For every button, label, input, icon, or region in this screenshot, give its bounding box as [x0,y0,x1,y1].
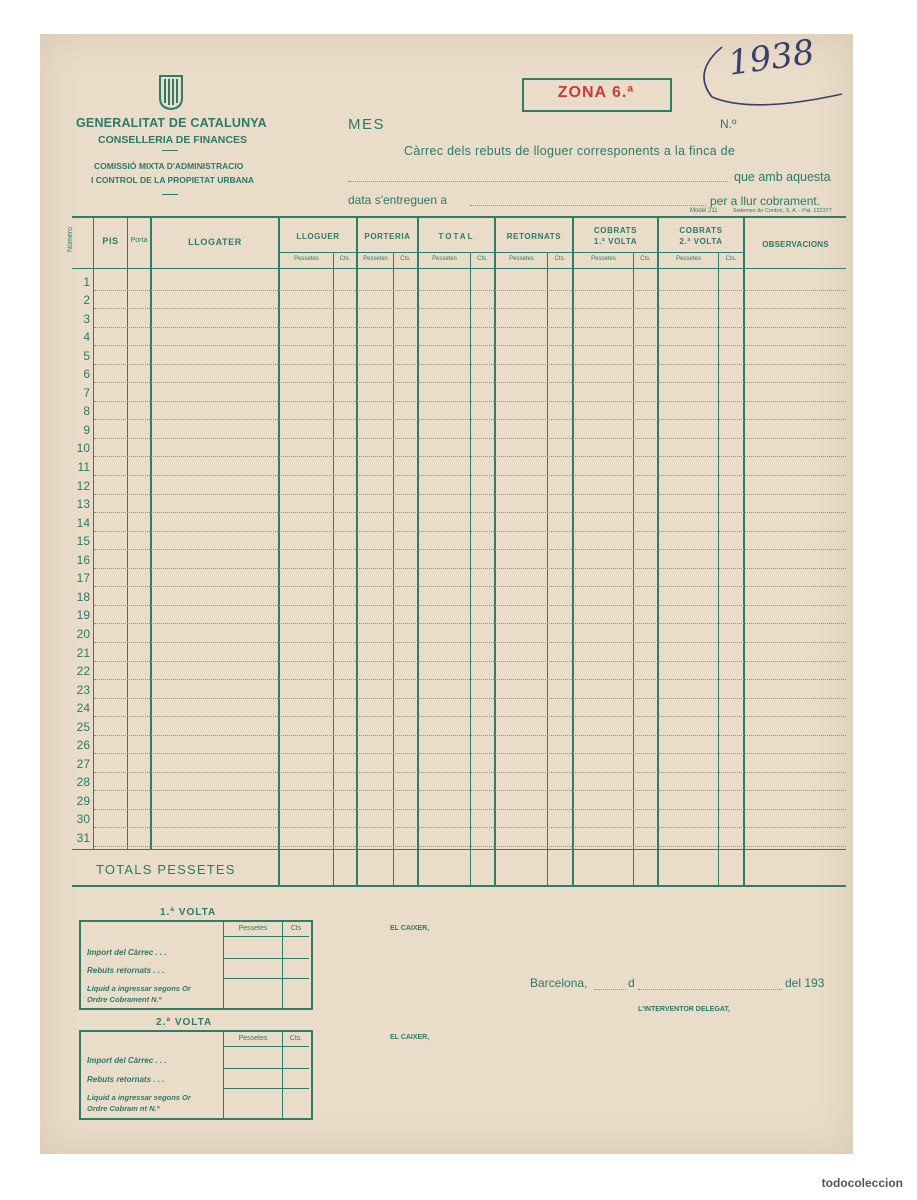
col-line [223,922,224,1008]
row-number: 5 [83,348,90,363]
row-number: 17 [76,571,90,586]
handwritten-curve-icon [692,42,852,112]
sub-pessetes: Pessetes [676,256,701,262]
volta1-item1: Import del Càrrec . . . [87,948,167,957]
row-number: 13 [76,497,90,512]
sub-cts: Cts. [400,256,411,262]
volta2-title: 2.ª VOLTA [156,1017,213,1028]
sub-pessetes: Pessetes [294,256,319,262]
row-number: 30 [76,812,90,827]
row-number: 3 [83,311,90,326]
watermark: todocoleccion [821,1176,903,1190]
row-number: 19 [76,608,90,623]
zona-label: ZONA 6.ª [557,84,635,101]
col-line [150,216,152,850]
row-number: 23 [76,682,90,697]
table-totals-top [72,849,846,850]
no-label: N.º [720,117,737,131]
row-number: 27 [76,756,90,771]
row-number: 7 [83,385,90,400]
sub-cts: Cts. [477,256,488,262]
row-dotted-line [94,846,846,847]
sub-cts: Cts. [725,256,737,262]
d-label: d [628,976,635,990]
row-dotted-line [94,698,846,699]
dotted-line [594,989,626,990]
row-dotted-line [94,735,846,736]
row-dotted-line [94,456,846,457]
table-top-border [72,216,846,218]
org-line3: COMISSIÓ MIXTA D'ADMINISTRACIO [94,161,244,171]
row-dotted-line [94,401,846,402]
col-line [494,216,496,886]
volta1-pessetes: Pessetes [238,925,268,932]
col-lloguer-header: LLOGUER [296,232,340,241]
totals-label: TOTALS PESSETES [96,862,236,877]
row-number: 2 [83,293,90,308]
col-line [282,922,283,1008]
dotted-line [470,205,706,206]
volta1-item2: Rebuts retornats . . . [87,966,165,975]
row-number: 10 [76,441,90,456]
org-line2: CONSELLERIA DE FINANCES [98,134,247,146]
org-line1: GENERALITAT DE CATALUNYA [76,116,267,130]
row-dotted-line [94,382,846,383]
caixer2-label: EL CAIXER, [390,1034,430,1041]
row-number: 14 [76,515,90,530]
col-line [743,216,745,886]
row-dotted-line [94,716,846,717]
dotted-line [638,989,782,990]
col-line [127,216,128,850]
col-porta-header: Porta [130,237,148,244]
col-line [278,216,280,886]
volta2-item3b: Ordre Cobram nt N.º [87,1104,160,1113]
row-dotted-line [94,661,846,662]
mes-label: MES [348,116,386,133]
sub-cts: Cts. [339,256,351,262]
col-observacions-header: OBSERVACIONS [762,240,829,249]
header-line1: Càrrec dels rebuts de lloguer corresponents a la finca de [404,144,736,158]
col-line [657,216,659,886]
row-dotted-line [94,290,846,291]
col-cobrats1-header-a: COBRATS [593,226,638,235]
row-dotted-line [94,512,846,513]
col-cobrats2-header-a: COBRATS [679,226,723,235]
sub-cts: Cts. [640,256,651,262]
volta1-item3b: Ordre Cobrament N.º [87,995,162,1004]
col-retornats-header: RETORNATS [506,232,562,241]
row-line [223,978,309,979]
row-number: 1 [83,274,90,289]
col-cobrats2-header-b: 2.ª VOLTA [679,237,723,246]
row-dotted-line [94,494,846,495]
interventor-label: L'INTERVENTOR DELEGAT, [638,1006,730,1013]
row-line [223,1088,309,1089]
volta1-title: 1.ª VOLTA [160,907,217,918]
subheader-line [278,252,743,253]
row-dotted-line [94,568,846,569]
model-label: Model 211 [690,208,718,214]
row-number: 22 [76,664,90,679]
row-dotted-line [94,753,846,754]
row-number: 24 [76,701,90,716]
row-number: 4 [83,330,90,345]
volta2-pessetes: Pessetes [238,1035,268,1042]
divider [162,194,178,195]
row-number: 26 [76,738,90,753]
row-number: 9 [83,422,90,437]
row-dotted-line [94,679,846,680]
row-dotted-line [94,327,846,328]
volta2-cts: Cts. [289,1035,303,1042]
divider [162,150,178,151]
col-line [572,216,574,886]
table-header-bottom [72,268,846,269]
volta1-cts: Cts [290,925,302,932]
row-dotted-line [94,586,846,587]
col-line [93,216,94,850]
generalitat-emblem-icon [158,74,184,110]
row-dotted-line [94,531,846,532]
dotted-line [348,181,728,182]
col-cobrats1-header-b: 1.ª VOLTA [593,237,638,246]
volta2-item2: Rebuts retornats . . . [87,1075,165,1084]
sub-pessetes: Pessetes [509,256,534,262]
row-dotted-line [94,549,846,550]
del-label: del 193 [785,976,825,990]
col-line [223,1032,224,1118]
col-llogater-header: LLOGATER [188,237,242,247]
table-bottom-border [72,885,846,887]
volta2-item3a: Liquid a ingressar segons Or [87,1093,191,1102]
row-number: 31 [76,831,90,845]
col-porteria-header: PORTERIA [364,232,411,241]
header-line3-start: data s'entreguen a [348,193,448,207]
row-number: 6 [83,367,90,382]
sub-cts: Cts. [554,256,566,262]
col-line [417,216,419,886]
row-dotted-line [94,475,846,476]
row-number: 11 [77,460,90,475]
row-dotted-line [94,642,846,643]
row-line [223,1068,309,1069]
row-dotted-line [94,827,846,828]
header-line2-end: que amb aquesta [734,170,831,184]
col-pis-header: PIS [102,236,119,246]
col-numero-header: Número [66,227,74,252]
row-dotted-line [94,364,846,365]
row-number: 29 [76,793,90,808]
sub-pessetes: Pessetes [591,256,616,262]
row-dotted-line [94,419,846,420]
row-number: 12 [76,478,90,493]
row-dotted-line [94,345,846,346]
row-number: 15 [76,534,90,549]
caixer1-label: EL CAIXER, [390,925,430,932]
row-line [223,936,309,937]
row-dotted-line [94,623,846,624]
row-dotted-line [94,438,846,439]
volta2-item1: Import del Càrrec . . . [87,1056,167,1065]
row-number: 21 [76,645,90,660]
col-line [356,216,358,886]
header-line3-end: per a llur cobrament. [710,194,821,208]
row-number: 20 [76,626,90,641]
barcelona-label: Barcelona, [530,976,588,990]
sub-pessetes: Pessetes [363,256,388,262]
row-number: 8 [83,404,90,419]
volta1-item3a: Líquid a ingressar segons Or [87,984,191,993]
row-dotted-line [94,308,846,309]
row-line [223,1046,309,1047]
sub-pessetes: Pessetes [432,256,457,262]
row-line [223,958,309,959]
row-number: 28 [76,775,90,790]
row-number: 18 [76,589,90,604]
row-dotted-line [94,772,846,773]
row-number: 16 [76,552,90,567]
handwritten-year: 1938 [725,32,817,84]
row-dotted-line [94,790,846,791]
row-number: 25 [76,719,90,734]
col-total-header: TOTAL [438,232,475,241]
row-dotted-line [94,605,846,606]
row-dotted-line [94,809,846,810]
model-note: Sistemes de Control, S. A. - Pat. 122377 [733,208,832,214]
col-line [282,1032,283,1118]
org-line4: I CONTROL DE LA PROPIETAT URBANA [91,175,255,185]
